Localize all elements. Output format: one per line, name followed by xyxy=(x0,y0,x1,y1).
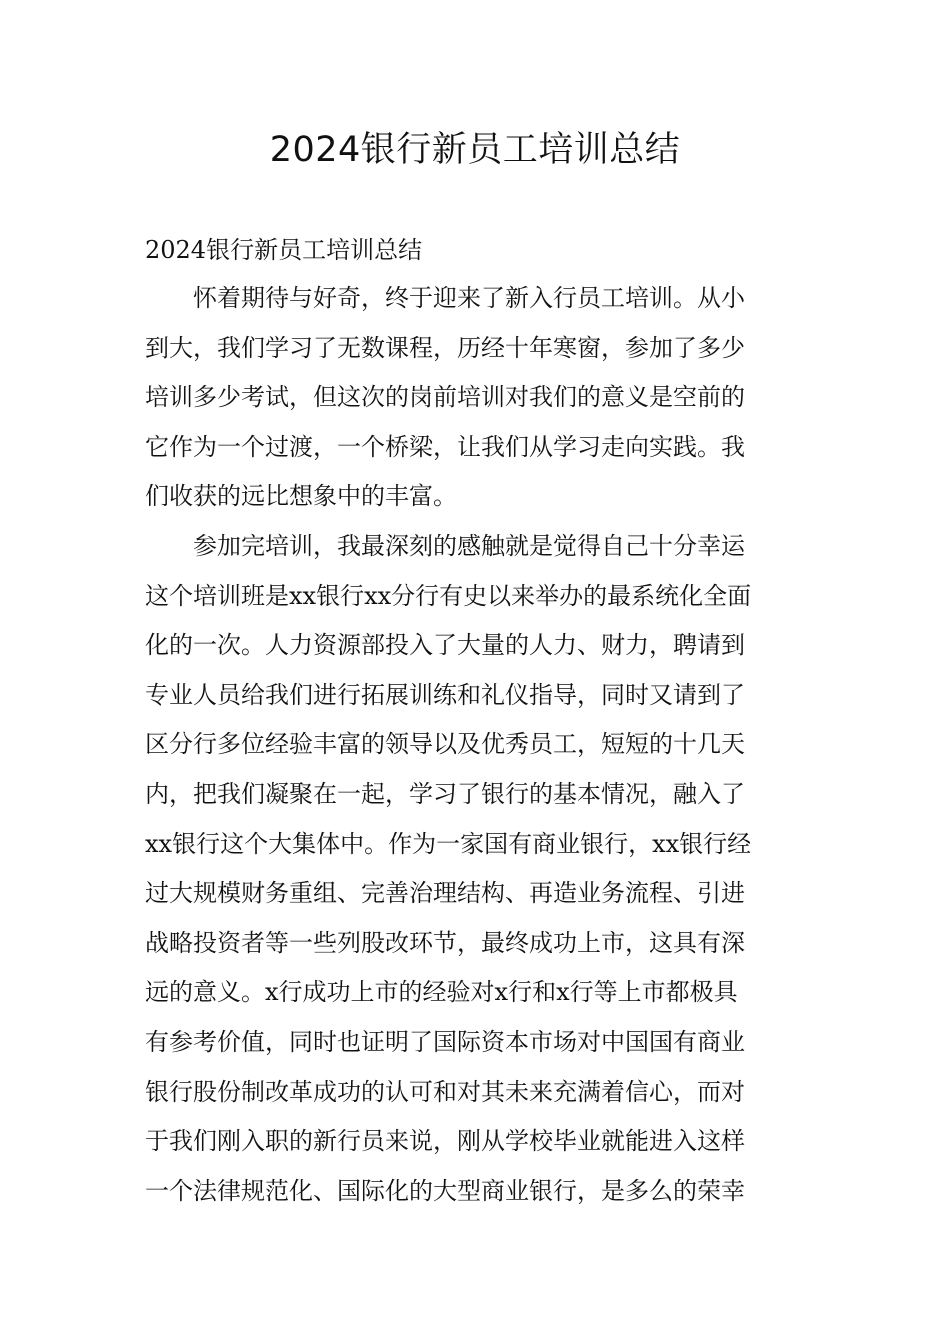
paragraph-line: xx银行这个大集体中。作为一家国有商业银行，xx银行经 xyxy=(145,829,752,858)
document-title: 2024银行新员工培训总结 xyxy=(269,130,681,170)
document-body xyxy=(145,274,805,1216)
paragraph-line: 一个法律规范化、国际化的大型商业银行，是多么的荣幸 xyxy=(145,1176,745,1205)
paragraph-line: 有参考价值，同时也证明了国际资本市场对中国国有商业 xyxy=(145,1027,745,1056)
paragraph-line: 培训多少考试，但这次的岗前培训对我们的意义是空前的 xyxy=(145,383,745,412)
paragraph-line: 内，把我们凝聚在一起，学习了银行的基本情况，融入了 xyxy=(145,779,745,808)
paragraph-line: 专业人员给我们进行拓展训练和礼仪指导，同时又请到了 xyxy=(145,680,745,709)
paragraph-line: 化的一次。人力资源部投入了大量的人力、财力，聘请到 xyxy=(145,631,745,660)
paragraph-line: 银行股份制改革成功的认可和对其未来充满着信心，而对 xyxy=(145,1077,745,1106)
paragraph-line: 远的意义。x行成功上市的经验对x行和x行等上市都极具 xyxy=(145,978,738,1007)
paragraph-line: 于我们刚入职的新行员来说，刚从学校毕业就能进入这样 xyxy=(145,1127,745,1156)
paragraph-line: 战略投资者等一些列股改环节，最终成功上市，这具有深 xyxy=(145,928,745,957)
paragraph-line: 参加完培训，我最深刻的感触就是觉得自己十分幸运 xyxy=(193,531,745,560)
paragraph-line: 怀着期待与好奇，终于迎来了新入行员工培训。从小 xyxy=(193,284,745,312)
paragraph-line: 它作为一个过渡，一个桥梁，让我们从学习走向实践。我 xyxy=(145,432,745,461)
paragraph-line: 过大规模财务重组、完善治理结构、再造业务流程、引进 xyxy=(145,879,745,908)
paragraph-line: 区分行多位经验丰富的领导以及优秀员工，短短的十几天 xyxy=(145,730,745,759)
paragraph-line: 到大，我们学习了无数课程，历经十年寒窗，参加了多少 xyxy=(145,333,745,362)
paragraph-line: 这个培训班是xx银行xx分行有史以来举办的最系统化全面 xyxy=(145,581,752,610)
paragraph-line: 们收获的远比想象中的丰富。 xyxy=(145,482,457,511)
document-subtitle: 2024银行新员工培训总结 xyxy=(145,236,423,264)
